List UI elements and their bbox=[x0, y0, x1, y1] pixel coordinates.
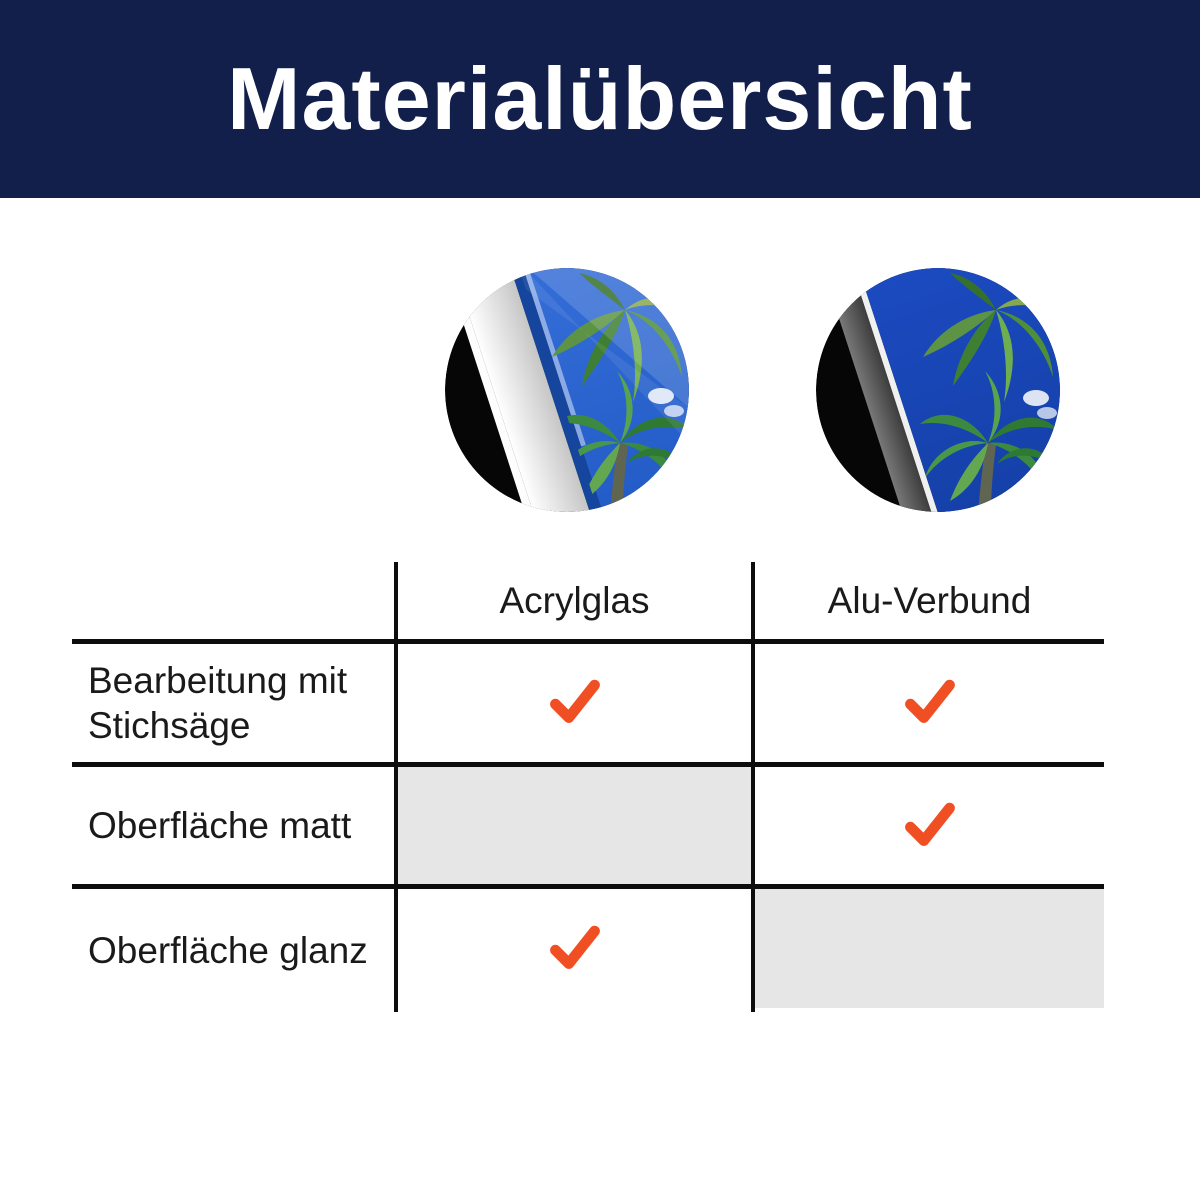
check-icon bbox=[902, 675, 958, 731]
column-header-acrylglas: Acrylglas bbox=[499, 579, 650, 621]
header-banner bbox=[0, 0, 1200, 198]
palm-photo-matte-icon bbox=[816, 268, 1060, 512]
row-label-oberflaeche-glanz: Oberfläche glanz bbox=[88, 930, 368, 971]
row-label-oberflaeche-matt: Oberfläche matt bbox=[88, 805, 352, 846]
cell-matt-acrylglas bbox=[398, 767, 751, 884]
alu-verbund-sample-photo bbox=[816, 268, 1060, 512]
cell-glanz-acrylglas bbox=[398, 889, 751, 1008]
palm-photo-glossy-icon bbox=[445, 268, 689, 512]
cell-matt-alu-verbund bbox=[755, 767, 1104, 884]
cell-stichsaege-acrylglas bbox=[398, 644, 751, 762]
row-label-stichsaege: Bearbeitung mit Stichsäge bbox=[88, 660, 348, 746]
material-comparison-table bbox=[72, 562, 1104, 1012]
check-icon bbox=[902, 798, 958, 854]
acrylglas-sample-photo bbox=[445, 268, 689, 512]
check-icon bbox=[547, 675, 603, 731]
page-title: Materialübersicht bbox=[227, 49, 973, 148]
cell-stichsaege-alu-verbund bbox=[755, 644, 1104, 762]
column-header-alu-verbund: Alu-Verbund bbox=[827, 579, 1032, 621]
check-icon bbox=[547, 921, 603, 977]
cell-glanz-alu-verbund bbox=[755, 889, 1104, 1008]
